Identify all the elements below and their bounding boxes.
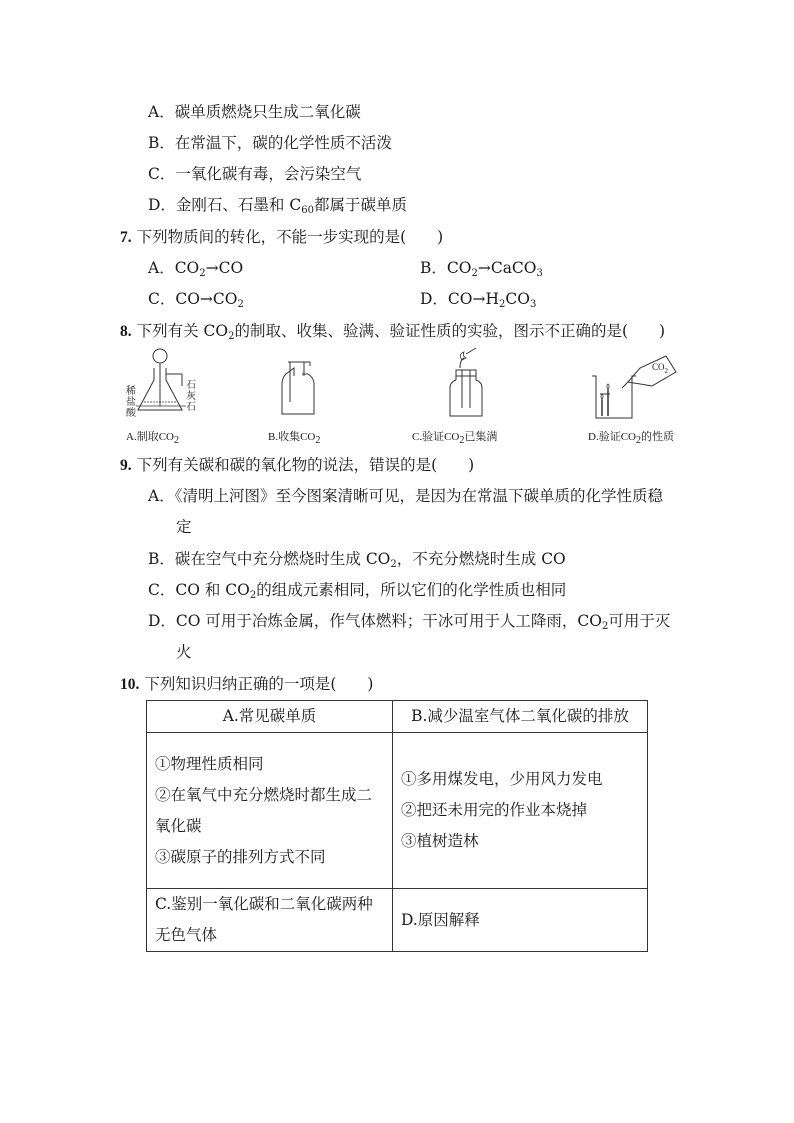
q9-option-a-line1: A．《清明上河图》至今图案清晰可见，是因为在常温下碳单质的化学性质稳 <box>148 487 663 505</box>
q8-number: 8. <box>120 323 132 340</box>
q9-option-c: C．CO 和 $CO_2$的组成元素相同，所以它们的化学性质也相同 <box>148 581 567 601</box>
figure-b-caption: B.收集$CO_2$ <box>268 431 321 446</box>
gas-bottle-icon <box>268 346 328 421</box>
q9-option-d-line1: D．CO 可用于冶炼金属，作气体燃料；干冰可用于人工降雨，$CO_2$可用于灭 <box>148 612 671 632</box>
figure-c-co2-full-check <box>412 346 522 446</box>
q9-option-b: B．碳在空气中充分燃烧时生成 $CO_2$，不充分燃烧时生成 CO <box>148 550 566 570</box>
table-head-c: C.鉴别一氧化碳和二氧化碳两种 无色气体 <box>147 889 393 952</box>
table-cell-b-items: ①多用煤发电，少用风力发电 ②把还未用完的作业本烧掉 ③植树造林 <box>393 733 648 889</box>
figure-b-co2-collection <box>268 346 348 446</box>
figure-a-co2-generation: 稀 盐 酸 石 灰 石 A.制取$CO_2$ <box>124 346 214 446</box>
table-head-d: D.原因解释 <box>393 889 648 952</box>
burning-splint-bottle-icon <box>412 346 522 421</box>
q10-stem: 10. 下列知识归纳正确的一项是( ) <box>120 675 374 693</box>
flask-apparatus-icon <box>124 346 214 421</box>
candles-beaker-icon <box>588 346 688 421</box>
q9-option-a-line2: 定 <box>176 518 192 536</box>
q7-option-d: D．$CO\to H_2CO_3$ <box>420 290 537 310</box>
q7-option-c: C．$CO\to CO_2$ <box>148 290 244 310</box>
figure-d-co2-property <box>588 346 708 446</box>
q10-number: 10. <box>120 676 140 693</box>
table-cell-a-items: ①物理性质相同 ②在氧气中充分燃烧时都生成二 氧化碳 ③碳原子的排列方式不同 <box>147 733 393 889</box>
q7-option-b: B．$CO_2\to CaCO_3$ <box>420 259 543 279</box>
q9-option-d-line2: 火 <box>176 643 192 661</box>
figure-c-caption: C.验证$CO_2$已集满 <box>412 431 498 446</box>
q10-knowledge-table <box>146 700 648 952</box>
q7-option-a: A．$CO_2\to CO$ <box>148 259 244 279</box>
q6-option-a: A．碳单质燃烧只生成二氧化碳 <box>148 103 361 121</box>
q6-option-c: C．一氧化碳有毒，会污染空气 <box>148 165 362 183</box>
q6-option-b: B．在常温下，碳的化学性质不活泼 <box>148 134 392 152</box>
figure-d-caption: D.验证$CO_2$的性质 <box>588 431 674 446</box>
q9-number: 9. <box>120 457 132 474</box>
q9-stem: 9. 下列有关碳和碳的氧化物的说法，错误的是( ) <box>120 456 475 474</box>
figure-a-caption: A.制取$CO_2$ <box>126 431 179 446</box>
figure-d-bottle-label: $CO_2$ <box>652 362 669 375</box>
q8-stem: 8. 下列有关 $CO_2$的制取、收集、验满、验证性质的实验，图示不正确的是( ) <box>120 322 666 342</box>
q7-number: 7. <box>120 229 132 246</box>
q7-stem: 7. 下列物质间的转化，不能一步实现的是( ) <box>120 228 444 246</box>
table-head-a: A.常见碳单质 <box>147 701 393 733</box>
table-head-b: B.减少温室气体二氧化碳的排放 <box>393 701 648 733</box>
q6-option-d: D．金刚石、石墨和 $C_{60}$都属于碳单质 <box>148 196 407 216</box>
